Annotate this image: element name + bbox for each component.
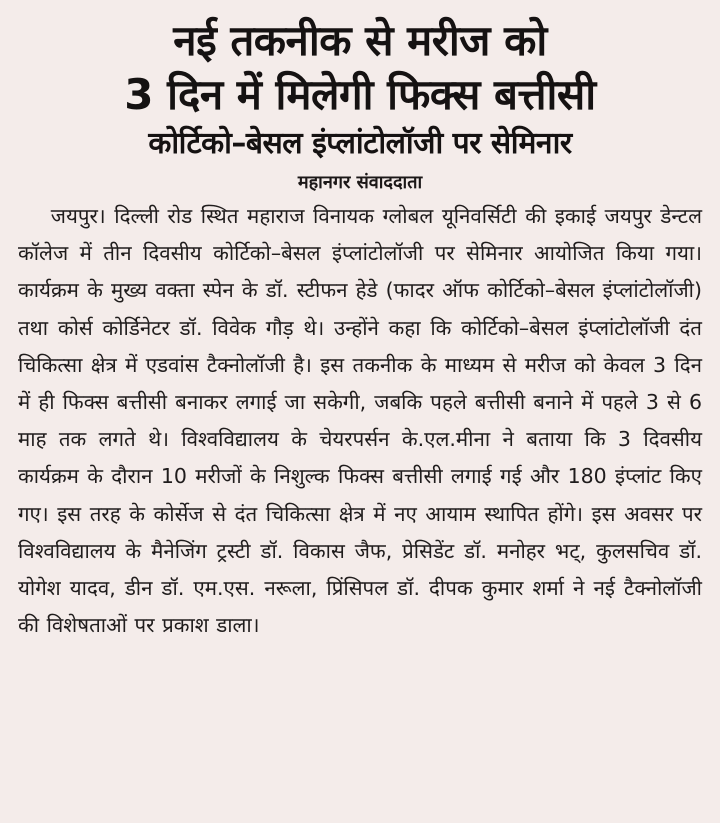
article-body: जयपुर। दिल्ली रोड स्थित महाराज विनायक ग्लोबल यूनिवर्सिटी की इकाई जयपुर डेन्टल कॉलेज में तीन दिवसीय कोर्टिको–बेसल इंप्लांटोलॉजी पर सेमिनार आयोजित किया गया। कार्यक्रम के मुख्य वक्ता स्पेन के डॉ. स्टीफन हेडे (फादर ऑफ कोर्टिको–बेसल इंप्लांटोलॉजी) तथा कोर्स कोर्डिनेटर डॉ. विवेक गौड़ थे। उन्होंने कहा कि कोर्टिको–बेसल इंप्लांटोलॉजी दंत चिकित्सा क्षेत्र में एडवांस टैक्नोलॉजी है। इस तकनीक के माध्यम से मरीज को केवल 3 दिन में ही फिक्स बत्तीसी बनाकर लगाई जा सकेगी, जबकि पहले बत्तीसी बनाने में पहले 3 से 6 माह तक लगते थे। विश्वविद्यालय के चेयरपर्सन के.एल.मीना ने बताया कि 3 दिवसीय कार्यक्रम के दौरान 10 मरीजों के निशुल्क फिक्स बत्तीसी लगाई गई और 180 इंप्लांट किए गए। इस तरह के कोर्सेज से दंत चिकित्सा क्षेत्र में नए आयाम स्थापित होंगे। इस अवसर पर विश्वविद्यालय के मैनेजिंग ट्रस्टी डॉ. विकास जैफ, प्रेसिडेंट डॉ. मनोहर भट्, कुलसचिव डॉ. योगेश यादव, डीन डॉ. एम.एस. नरूला, प्रिंसिपल डॉ. दीपक कुमार शर्मा ने नई टैक्नोलॉजी की विशेषताओं पर प्रकाश डाला। <box>18 204 702 638</box>
headline <box>18 14 702 122</box>
headline-line-1: नई तकनीक से मरीज को <box>173 16 547 65</box>
byline: महानगर संवाददाता <box>297 172 423 193</box>
headline-line-2: 3 दिन में मिलेगी फिक्स बत्तीसी <box>124 70 596 119</box>
subheadline: कोर्टिको–बेसल इंप्लांटोलॉजी पर सेमिनार <box>148 126 572 161</box>
